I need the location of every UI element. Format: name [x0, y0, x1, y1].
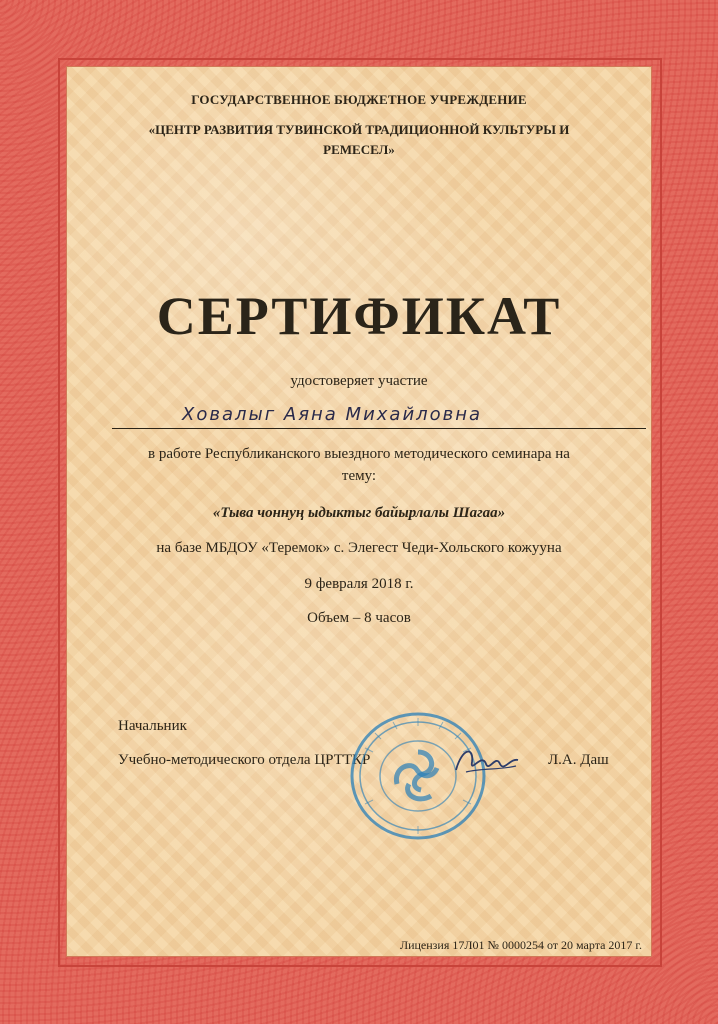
head-title-line-1: Начальник — [118, 718, 187, 734]
name-underline — [112, 428, 646, 429]
organization-line-1: ГОСУДАРСТВЕННОЕ БЮДЖЕТНОЕ УЧРЕЖДЕНИЕ — [191, 92, 527, 107]
recipient-name-handwritten: Ховалыг Аяна Михайловна — [182, 404, 483, 425]
seminar-date: 9 февраля 2018 г. — [304, 576, 414, 592]
work-description-line-2: тему: — [341, 468, 377, 484]
seminar-theme: «Тыва чоннуң ыдыктыг байырлалы Шагаа» — [212, 505, 506, 521]
license-info: Лицензия 17Л01 № 0000254 от 20 марта 2017 г. — [399, 938, 642, 952]
head-title-line-2: Учебно-методического отдела ЦРТТКР — [118, 752, 371, 768]
handwritten-signature — [452, 742, 522, 782]
organization-line-2: «ЦЕНТР РАЗВИТИЯ ТУВИНСКОЙ ТРАДИЦИОННОЙ КУЛЬТУРЫ И — [148, 122, 570, 137]
organization-line-3: РЕМЕСЕЛ» — [323, 142, 395, 157]
certificate-title: СЕРТИФИКАТ — [156, 286, 562, 346]
seminar-place: на базе МБДОУ «Теремок» с. Элегест Чеди-Хольского кожууна — [156, 540, 562, 556]
signer-name: Л.А. Даш — [548, 752, 609, 768]
certifies-text: удостоверяет участие — [290, 373, 428, 389]
course-volume: Объем – 8 часов — [307, 610, 411, 626]
work-description-line-1: в работе Республиканского выездного методического семинара на — [148, 446, 570, 462]
